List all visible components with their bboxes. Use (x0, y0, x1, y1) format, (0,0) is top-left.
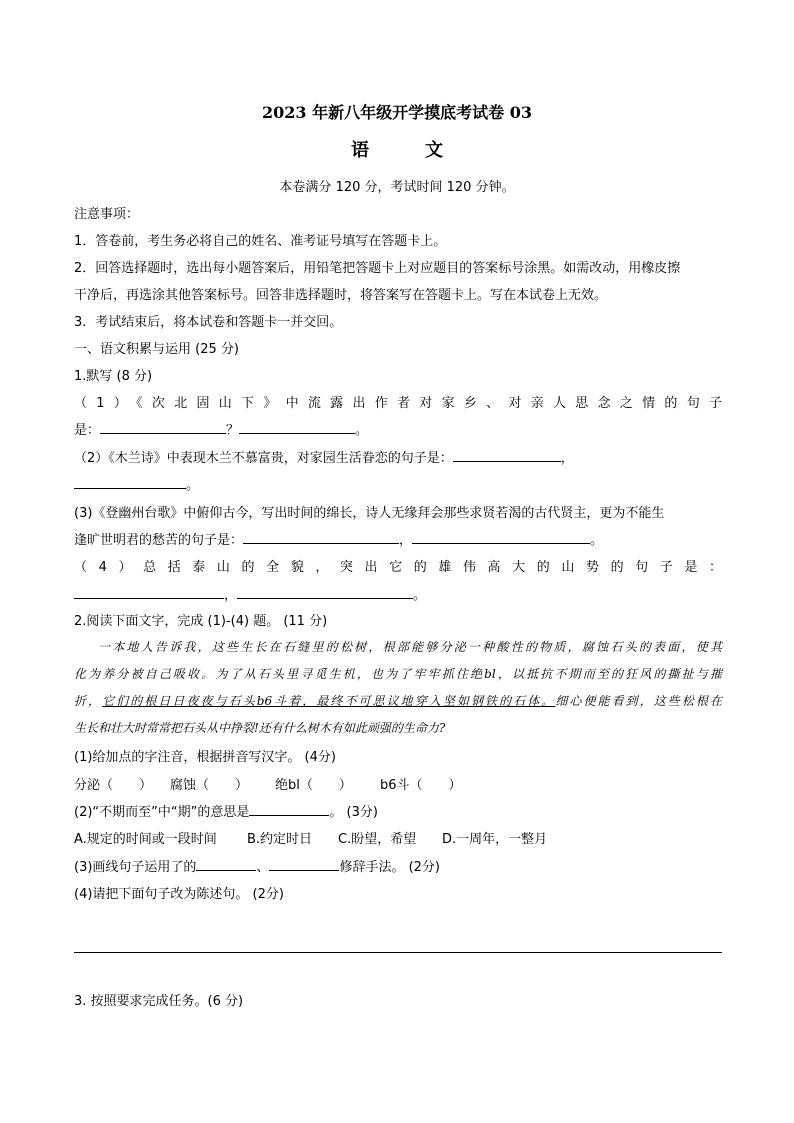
q1-part1-mark: ？ (226, 423, 240, 438)
q2-sub1: (1)给加点的字注音，根据拼音写汉字。 (4分) (74, 750, 336, 765)
word-fenmi: 分泌（ ） (74, 778, 153, 793)
q1-part2-end: 。 (186, 478, 200, 493)
exam-info: 本卷满分 120 分，考试时间 120 分钟。 (279, 180, 515, 195)
q1-part2-line2 (74, 474, 199, 493)
section1-heading: 一、语文积累与运用 (25 分) (74, 342, 239, 357)
q1-part3-line2 (74, 529, 603, 548)
answer-blank[interactable] (100, 421, 226, 434)
q1-part4-line2 (74, 584, 426, 603)
answer-blank[interactable] (249, 803, 329, 816)
passage-line3 (74, 692, 722, 709)
answer-blank[interactable] (243, 531, 399, 544)
answer-blank[interactable] (237, 586, 413, 599)
passage-line4: 生长和壮大时常常把石头从中挣裂!还有什么树木有如此顽强的生命力? (74, 721, 446, 735)
underlined-sentence: 它们的根日日夜夜与石头b6斗着，最终不可思议地穿入坚如钢铁的石体。 (102, 694, 556, 708)
answer-blank[interactable] (196, 858, 256, 871)
q2-sub3-sep: 、 (256, 860, 270, 875)
q2-sub2 (74, 801, 378, 820)
option-b[interactable]: B.约定时日 (247, 832, 313, 847)
q3-title: 3. 按照要求完成任务。(6 分) (74, 994, 244, 1009)
q1-part4-line1: （4）总括泰山的全貌，突出它的雄伟高大的山势的句子是： (74, 560, 722, 575)
q2-sub3 (74, 856, 440, 875)
q1-part2-line1 (74, 447, 574, 466)
answer-blank[interactable] (239, 421, 355, 434)
q2-sub4: (4)请把下面句子改为陈述句。 (2分) (74, 887, 284, 902)
q1-part1-prefix: 是： (74, 423, 101, 438)
passage-line2: 化为养分被自己吸收。为了从石头里寻觅生机，也为了牢牢抓住绝bl，以抵抗不期而至的狂风的撕扯与摧 (74, 667, 722, 681)
q1-part1-line1: （1）《次北固山下》中流露出作者对家乡、对亲人思念之情的句子 (74, 396, 722, 411)
word-bodou: b6斗（ ） (380, 778, 462, 793)
q1-part2-prefix: （2）《木兰诗》中表现木兰不慕富贵，对家园生活眷恋的句子是： (74, 451, 453, 466)
exam-title: 2023 年新八年级开学摸底考试卷 03 (262, 103, 532, 122)
subject-title: 语文 (351, 140, 499, 161)
passage-line1: 一本地人告诉我，这些生长在石缝里的松树，根部能够分泌一种酸性的物质，腐蚀石头的表面，使其 (98, 640, 722, 654)
passage-line3-suffix: 细心便能看到，这些松根在 (555, 694, 722, 708)
q2-title: 2.阅读下面文字，完成 (1)-(4) 题。 (11 分) (74, 614, 328, 629)
q1-part1-line2 (74, 419, 368, 438)
q2-sub2-prefix: (2)“不期而至”中“期”的意思是 (74, 805, 250, 820)
answer-line[interactable] (74, 952, 722, 953)
q1-part1-end: 。 (355, 423, 369, 438)
q1-part3-end: 。 (590, 533, 604, 548)
note-3: 3．考试结束后，将本试卷和答题卡一并交回。 (74, 315, 343, 330)
note-2a: 2．回答选择题时，选出每小题答案后，用铅笔把答题卡上对应题目的答案标号涂黑。如需改动，用橡皮擦 (74, 261, 681, 276)
passage-line3-prefix: 折， (74, 694, 103, 708)
answer-blank[interactable] (269, 858, 339, 871)
answer-blank[interactable] (453, 449, 561, 462)
word-fushi: 腐蚀（ ） (170, 778, 249, 793)
option-d[interactable]: D.一周年，一整月 (442, 832, 548, 847)
q1-part3-comma: ， (399, 533, 413, 548)
q2-sub2-suffix: 。 (3分) (329, 805, 378, 820)
q2-sub3-prefix: (3)画线句子运用了的 (74, 860, 197, 875)
notes-heading: 注意事项： (74, 207, 140, 222)
note-1: 1．答卷前，考生务必将自己的姓名、准考证号填写在答题卡上。 (74, 234, 447, 249)
q1-part4-end: 。 (413, 588, 427, 603)
answer-blank[interactable] (412, 531, 590, 544)
option-c[interactable]: C.盼望，希望 (338, 832, 417, 847)
q1-title: 1.默写 (8 分) (74, 369, 153, 384)
q1-part3-line1: (3)《登幽州台歌》中俯仰古今，写出时间的绵长，诗人无缘拜会那些求贤若渴的古代贤主，更为不能生 (74, 506, 665, 521)
option-a[interactable]: A.规定的时间或一段时间 (74, 832, 217, 847)
word-juebi: 绝bl（ ） (275, 778, 352, 793)
q1-part2-comma: ， (560, 451, 574, 466)
note-2b: 干净后，再选涂其他答案标号。回答非选择题时，将答案写在答题卡上。写在本试卷上无效。 (74, 288, 608, 303)
answer-blank[interactable] (74, 586, 224, 599)
q1-part3-prefix: 逢旷世明君的愁苦的句子是： (74, 533, 244, 548)
answer-blank[interactable] (74, 476, 186, 489)
q2-sub3-suffix: 修辞手法。 (2分) (339, 860, 440, 875)
q1-part4-comma: ， (224, 588, 238, 603)
